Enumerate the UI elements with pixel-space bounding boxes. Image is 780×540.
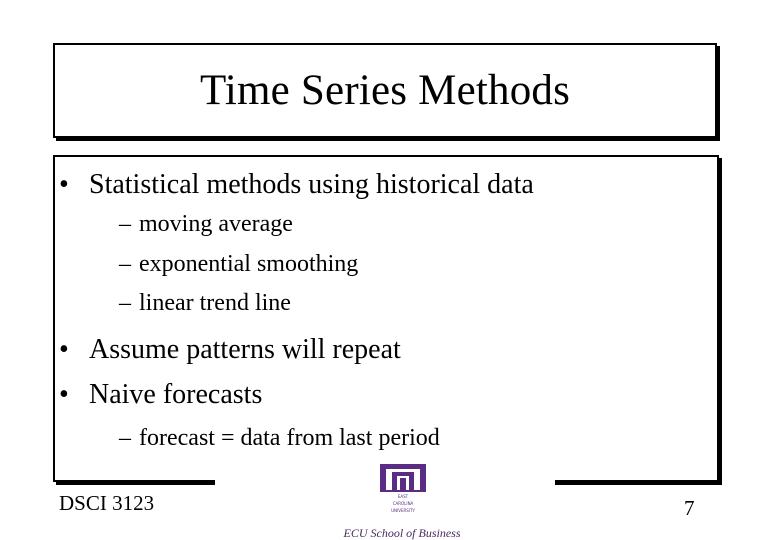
title-box (53, 43, 717, 138)
slide-title: Time Series Methods (199, 67, 571, 114)
logo-caption: ECU School of Business (343, 526, 461, 540)
bullet-item-3 (59, 381, 262, 409)
logo-word: UNIVERSITY (391, 508, 415, 513)
sub-text: exponential smoothing (139, 251, 359, 277)
sub-item-1-1 (119, 212, 293, 236)
logo-word: CAROLINA (392, 501, 414, 506)
sub-marker: – (119, 290, 131, 316)
bullet-text: Naive forecasts (89, 379, 263, 410)
bullet-text: Statistical methods using historical data (89, 169, 534, 200)
sub-marker: – (119, 211, 131, 237)
bullet-text: Assume patterns will repeat (89, 334, 401, 365)
sub-text: moving average (139, 211, 293, 237)
bullet-marker: • (59, 169, 69, 200)
university-logo-icon (378, 460, 428, 522)
bullet-item-1 (59, 171, 534, 199)
sub-item-1-2 (119, 252, 358, 276)
bullet-marker: • (59, 334, 69, 365)
sub-text: forecast = data from last period (139, 425, 440, 451)
sub-item-1-3 (119, 291, 291, 315)
bullet-item-2 (59, 336, 401, 364)
sub-text: linear trend line (139, 290, 291, 316)
sub-marker: – (119, 425, 131, 451)
logo-word: EAST (397, 494, 409, 499)
content-box (53, 155, 719, 482)
sub-item-3-1 (119, 426, 440, 450)
course-code: DSCI 3123 (59, 491, 155, 515)
page-number: 7 (684, 496, 695, 520)
sub-marker: – (119, 251, 131, 277)
bullet-marker: • (59, 379, 69, 410)
